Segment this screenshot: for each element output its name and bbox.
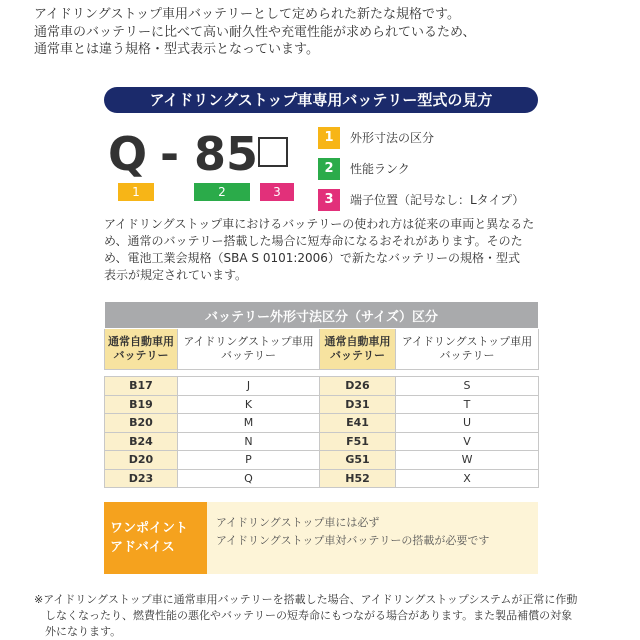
table-row	[105, 414, 539, 433]
cell-idlestop: S	[396, 377, 539, 396]
terminal-position-box	[258, 137, 288, 167]
table-row	[105, 432, 539, 451]
footnote	[34, 592, 634, 640]
table-row	[105, 377, 539, 396]
code-label-1: 1	[118, 183, 154, 201]
code-label-3: 3	[260, 183, 294, 201]
legend-number: 2	[318, 158, 340, 180]
intro-line: 通常車のバッテリーに比べて高い耐久性や充電性能が求められているため、	[34, 24, 476, 40]
table-row	[105, 469, 539, 488]
cell-idlestop: P	[178, 451, 320, 470]
cell-normal: F51	[320, 432, 396, 451]
description-line: め、通常のバッテリー搭載した場合に短寿命になるおそれがあります。そのた	[104, 234, 523, 248]
header-normal: 通常自動車用 バッテリー	[105, 329, 178, 370]
cell-normal: E41	[320, 414, 396, 433]
advice-tag	[104, 502, 207, 574]
cell-idlestop: Q	[178, 469, 320, 488]
legend-text: 外形寸法の区分	[350, 131, 435, 145]
code-label-2: 2	[194, 183, 250, 201]
cell-idlestop: T	[396, 395, 539, 414]
legend-number: 3	[318, 189, 340, 211]
table-row	[105, 451, 539, 470]
footnote-line: 外になります。	[34, 625, 122, 638]
footnote-line: ※アイドリングストップ車に通常車用バッテリーを搭載した場合、アイドリングストップシステムが正常に作動	[34, 593, 578, 606]
header-idlestop: アイドリングストップ車用 バッテリー	[396, 329, 539, 370]
cell-normal: D31	[320, 395, 396, 414]
intro-line: 通常車とは違う規格・型式表示となっています。	[34, 42, 319, 57]
cell-idlestop: M	[178, 414, 320, 433]
legend-text: 端子位置（記号なし：Lタイプ）	[350, 193, 525, 207]
cell-idlestop: W	[396, 451, 539, 470]
cell-normal: D23	[105, 469, 178, 488]
cell-idlestop: J	[178, 377, 320, 396]
cell-idlestop: K	[178, 395, 320, 414]
section-banner: アイドリングストップ車専用バッテリー型式の見方	[104, 87, 538, 113]
code-dash: -	[160, 127, 180, 181]
advice-line: アイドリングストップ車には必ず	[216, 516, 380, 529]
legend-number: 1	[318, 127, 340, 149]
advice-box	[104, 502, 538, 574]
size-table	[104, 301, 539, 488]
table-title: バッテリー外形寸法区分（サイズ）区分	[105, 302, 539, 329]
cell-idlestop: X	[396, 469, 539, 488]
advice-line: アイドリングストップ車対バッテリーの搭載が必要です	[216, 534, 490, 547]
advice-tag-line: ワンポイント	[110, 521, 189, 536]
advice-tag-line: アドバイス	[110, 540, 175, 555]
cell-idlestop: N	[178, 432, 320, 451]
legend-text: 性能ランク	[350, 162, 410, 176]
description-line: め、電池工業会規格（SBA S 0101:2006）で新たなバッテリーの規格・型式	[104, 251, 520, 265]
cell-normal: B24	[105, 432, 178, 451]
cell-normal: G51	[320, 451, 396, 470]
intro-line: アイドリングストップ車用バッテリーとして定められた新たな規格です。	[34, 7, 461, 22]
footnote-line: しなくなったり、燃費性能の悪化やバッテリーの短寿命にもつながる場合があります。また製品補償の対象	[34, 609, 573, 622]
description-line: アイドリングストップ車におけるバッテリーの使われ方は従来の車両と異なるた	[104, 217, 535, 231]
code-part-size: Q	[108, 127, 148, 181]
intro-text	[34, 6, 624, 59]
description-line: 表示が規定されています。	[104, 268, 248, 282]
cell-normal: D26	[320, 377, 396, 396]
cell-idlestop: V	[396, 432, 539, 451]
cell-normal: B17	[105, 377, 178, 396]
cell-normal: B19	[105, 395, 178, 414]
advice-text	[216, 514, 489, 550]
description-text	[104, 216, 544, 284]
cell-normal: H52	[320, 469, 396, 488]
cell-normal: D20	[105, 451, 178, 470]
header-idlestop: アイドリングストップ車用 バッテリー	[178, 329, 320, 370]
header-normal: 通常自動車用 バッテリー	[320, 329, 396, 370]
code-part-rank: 85	[194, 127, 259, 181]
cell-idlestop: U	[396, 414, 539, 433]
cell-normal: B20	[105, 414, 178, 433]
table-row	[105, 395, 539, 414]
